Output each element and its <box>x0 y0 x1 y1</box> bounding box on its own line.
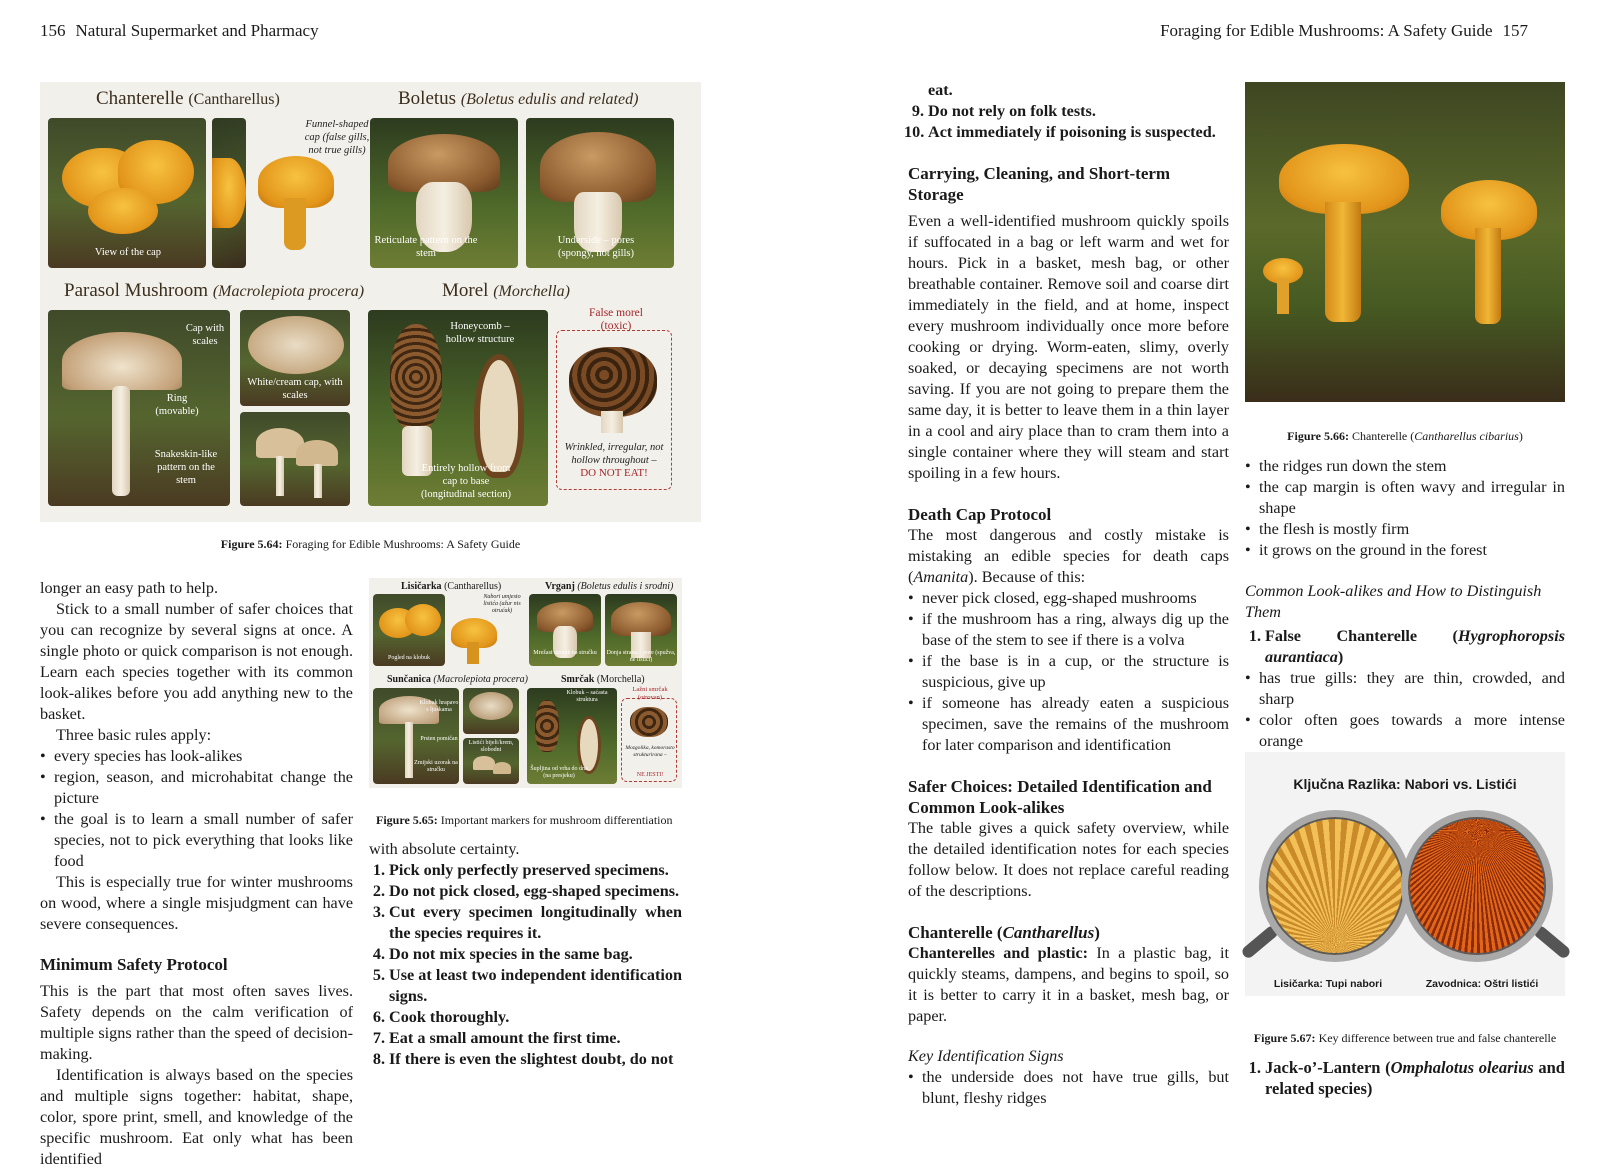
list-item: 9. Do not rely on folk tests. <box>911 102 1096 120</box>
para-continuation: longer an easy path to help. <box>40 579 219 597</box>
label-white-cap: White/cream cap, with scales <box>247 377 343 401</box>
list-item: • the cap margin is often wavy and irregular in shape <box>1245 477 1565 519</box>
lookalikes-list <box>1245 626 1565 668</box>
lazni-smrcak-box: Mozgolika, komorasto strukturirana – NE JESTI! <box>621 698 677 782</box>
para-certainty: with absolute certainty. <box>369 840 520 858</box>
label-underside-pores: Underside – pores (spongy, not gills) <box>557 235 635 259</box>
list-item: • has true gills: they are thin, crowded, and sharp <box>1245 668 1565 710</box>
right-running-head <box>1160 21 1528 41</box>
parasol-group-photo <box>240 412 350 506</box>
list-item: • if someone has already eaten a suspicious specimen, save the remains of the mushroom for later comparison and identification <box>908 693 1229 756</box>
chanterelle-cap-photo <box>48 118 206 268</box>
list-item: 7. Eat a small amount the first time. <box>372 1029 621 1047</box>
heading-chanterelle: Chanterelle (Cantharellus) <box>908 923 1100 942</box>
list-item: • never pick closed, egg-shaped mushrooms <box>908 588 1229 609</box>
para-death-cap: The most dangerous and costly mistake is mistaking an edible species for death caps (Amanita). Because of this: <box>908 526 1229 586</box>
safety-rules-list <box>369 860 682 1070</box>
boletus-stem-photo <box>370 118 518 268</box>
figure-5-64 <box>40 82 701 522</box>
left-page-number: 156 <box>40 21 66 40</box>
figure-5-67-caption: Figure 5.67: Key difference between true and false chanterelle <box>1253 1031 1557 1045</box>
chanterelle-side-photo <box>212 118 246 268</box>
figure-5-64-caption: Figure 5.64: Foraging for Edible Mushrooms: A Safety Guide <box>220 537 521 551</box>
para-saves-lives: This is the part that most often saves lives. Safety depends on the calm verification of multiple signs rather than the speed of decision-making. <box>40 982 353 1063</box>
label-do-not-eat: DO NOT EAT! <box>580 467 648 479</box>
list-item: • the flesh is mostly firm <box>1245 519 1565 540</box>
suncanica-photo: Klobuk hrapavo s ljuskama Prsten pomičan Zmijski uzorak na stručku <box>373 688 459 784</box>
panel-title-morel: Morel (Morchella) <box>442 280 570 301</box>
para-plastic: Chanterelles and plastic: In a plastic bag, it quickly steams, dampens, and begins to spoil, so it is better to carry it in a basket, mesh bag, or paper. <box>908 944 1229 1025</box>
label-false-morel: False morel (toxic) <box>589 307 643 332</box>
right-column-1 <box>904 80 1229 1109</box>
subhead-lookalikes: Common Look-alikes and How to Distinguish Them <box>1245 582 1542 621</box>
list-item: 10. Act immediately if poisoning is suspected. <box>904 123 1216 141</box>
panel-title-suncanica: Sunčanica (Macrolepiota procera) <box>387 674 528 685</box>
label-ring: Ring (movable) <box>155 393 199 417</box>
figure-5-67-title: Ključna Razlika: Nabori vs. Listići <box>1293 776 1517 792</box>
list-item: • the ridges run down the stem <box>1245 456 1565 477</box>
figure-5-67 <box>1245 752 1565 996</box>
panel-title-parasol: Parasol Mushroom (Macrolepiota procera) <box>64 280 365 301</box>
death-cap-list <box>908 588 1229 756</box>
right-magnifier-gills <box>1401 810 1553 962</box>
right-page-number: 157 <box>1502 21 1528 40</box>
chanterelle-funnel-illustration <box>250 118 370 268</box>
list-item: • it grows on the ground in the forest <box>1245 540 1565 561</box>
panel-title-boletus: Boletus (Boletus edulis and related) <box>398 88 639 109</box>
label-lazni-smrcak: Lažni smrčak (otrovan) <box>632 686 668 701</box>
list-item: 1. Jack-o’-Lantern (Omphalotus olearius and related species) <box>1248 1058 1565 1098</box>
suncanica-group-photo: Listići bijeli/krem, slobodni <box>463 738 519 784</box>
list-item: 1. False Chanterelle (Hygrophoropsis aurantiaca) <box>1248 627 1565 666</box>
left-running-head <box>40 21 319 41</box>
para-safer-choices-table: The table gives a quick safety overview, while the detailed identification notes for each species follow below. It does not replace careful reading of the descriptions. <box>908 819 1229 900</box>
suncanica-cap-photo <box>463 688 519 734</box>
left-magnifier-ridges <box>1259 810 1411 962</box>
heading-safer-choices: Safer Choices: Detailed Identification and Common Look-alikes <box>908 777 1212 817</box>
para-three-rules: Three basic rules apply: <box>56 726 212 744</box>
figure-5-65-caption: Figure 5.65: Important markers for mushroom differentiation <box>376 813 673 827</box>
list-item: • region, season, and microhabitat change the picture <box>40 767 353 809</box>
heading-minimum-safety: Minimum Safety Protocol <box>40 955 228 974</box>
heading-death-cap: Death Cap Protocol <box>908 505 1052 524</box>
false-morel-box <box>556 330 672 490</box>
figure-5-65 <box>369 578 682 788</box>
list-item: 1. Pick only perfectly preserved specimens. <box>372 861 669 879</box>
jack-o-lantern-entry <box>1245 1057 1565 1099</box>
lisicarka-photo: Pogled na klobuk <box>373 594 445 666</box>
label-lisicarka: Lisičarka: Tupi nabori <box>1273 978 1383 990</box>
vrganj-underside-photo: Donja strana – pore (spužva, ne listići) <box>605 594 677 666</box>
list-item: • if the base is in a cup, or the structure is suspicious, give up <box>908 651 1229 693</box>
label-cap-scales: Cap with scales <box>185 323 225 347</box>
para-winter-mushrooms: This is especially true for winter mushrooms on wood, where a single misjudgment can have severe consequences. <box>40 873 353 933</box>
heading-carrying: Carrying, Cleaning, and Short-term Storage <box>908 164 1171 204</box>
label-snakeskin: Snakeskin-like pattern on the stem <box>154 449 218 486</box>
label-reticulate-stem: Reticulate pattern on the stem <box>374 235 478 259</box>
parasol-main-photo <box>48 310 230 506</box>
list-item: • the underside does not have true gills, but blunt, fleshy ridges <box>908 1067 1229 1109</box>
label-false-morel-desc: Wrinkled, irregular, not hollow throughout – <box>564 442 664 466</box>
figure-5-66-caption: Figure 5.66: Chanterelle (Cantharellus cibarius) <box>1287 429 1523 443</box>
left-running-title: Natural Supermarket and Pharmacy <box>75 21 319 40</box>
left-column-1 <box>40 578 353 1170</box>
list-item: • if the mushroom has a ring, always dig up the base of the stem to see if there is a volva <box>908 609 1229 651</box>
lisicarka-funnel: Nabori umjesto listića (ažur nis otrućak) <box>449 594 525 666</box>
para-identification: Identification is always based on the species and multiple signs together: habitat, shape, color, spore print, smell, and knowledge of the specific mushroom. Eat only what has been identified <box>40 1066 353 1168</box>
left-column-2 <box>369 839 682 1070</box>
right-column-2 <box>1245 456 1565 773</box>
para-safer-choices: Stick to a small number of safer choices that you can recognize by several signs at once. A single photo or quick comparison is not enough. Learn each species together with its common look-alikes before you add anything new to the basket. <box>40 600 353 723</box>
list-item: 2. Do not pick closed, egg-shaped specimens. <box>372 882 680 900</box>
subhead-key-signs: Key Identification Signs <box>908 1047 1064 1065</box>
list-item: 8. If there is even the slightest doubt, do not <box>372 1050 674 1068</box>
list-item: eat. <box>928 81 953 99</box>
list-item: • every species has look-alikes <box>40 746 353 767</box>
morel-photo <box>368 310 548 506</box>
label-funnel-cap: Funnel-shaped cap (false gills, not true gills) <box>304 119 370 156</box>
smrcak-photo: Klobuk – saćasta struktura Šupljina od vrha do dna (na presjeku) <box>527 688 617 784</box>
panel-title-chanterelle: Chanterelle (Cantharellus) <box>96 88 280 109</box>
list-item: 6. Cook thoroughly. <box>372 1008 510 1026</box>
right-running-title: Foraging for Edible Mushrooms: A Safety Guide <box>1160 21 1493 40</box>
list-item: 4. Do not mix species in the same bag. <box>372 945 633 963</box>
boletus-underside-photo <box>526 118 674 268</box>
label-entirely-hollow: Entirely hollow from cap to base (longitudinal section) <box>420 463 512 500</box>
chanterelle-signs-list <box>1245 456 1565 561</box>
label-zavodnica: Zavodnica: Oštri listići <box>1425 978 1539 990</box>
panel-title-smrcak: Smrčak (Morchella) <box>561 674 645 685</box>
label-view-cap: View of the cap <box>94 247 162 258</box>
panel-title-lisicarka: Lisičarka (Cantharellus) <box>401 581 502 592</box>
list-item: 3. Cut every specimen longitudinally when the species requires it. <box>372 903 682 942</box>
parasol-cap-photo <box>240 310 350 406</box>
para-carrying: Even a well-identified mushroom quickly spoils if suffocated in a bag or left warm and wet for hours. Pick in a basket, mesh bag, or other breathable container. Remove soil and coarse dirt immediately in the field, and at home, inspect every mushroom individually once more before cooking or drying. Worm-eaten, slimy, overly soaked, or decaying specimens are not worth saving. If you are not going to prepare them the same day, it is better to leave them in a thin layer in a cool and airy place than to cram them into a single container where they will steam and start spoiling in a few hours. <box>908 212 1229 482</box>
rules-list <box>40 746 353 872</box>
list-item: 5. Use at least two independent identification signs. <box>372 966 682 1005</box>
safety-rules-list-cont <box>904 80 1229 143</box>
list-item: • the goal is to learn a small number of safer species, not to pick everything that looks like food <box>40 809 353 872</box>
key-signs-list <box>908 1067 1229 1109</box>
figure-5-66-photo <box>1245 82 1565 402</box>
label-honeycomb: Honeycomb – hollow structure <box>445 321 515 345</box>
lookalikes-list-2 <box>1245 1057 1565 1099</box>
list-item: • color often goes towards a more intense orange <box>1245 710 1565 752</box>
vrganj-stem-photo: Mrežast uzorak na stručku <box>529 594 601 666</box>
panel-title-vrganj: Vrganj (Boletus edulis i srodni) <box>545 581 674 592</box>
